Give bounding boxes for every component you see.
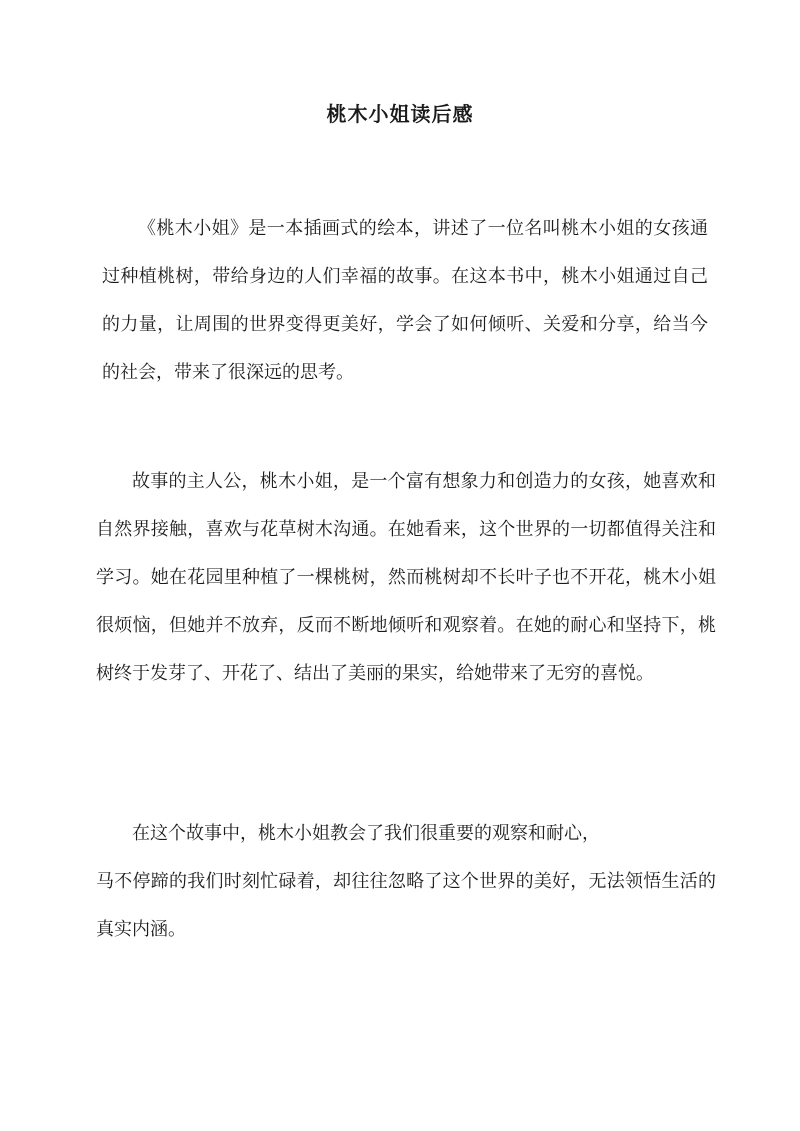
paragraph-1: 《桃木小姐》是一本插画式的绘本，讲述了一位名叫桃木小姐的女孩通过种植桃树，带给身边的人们幸福的故事。在这本书中，桃木小姐通过自己的力量，让周围的世界变得更美好，学会了如何倾听、关爱和分享，给当今的社会，带来了很深远的思考。	[102, 218, 708, 383]
paragraph-2: 故事的主人公，桃木小姐，是一个富有想象力和创造力的女孩，她喜欢和自然界接触，喜欢与花草树木沟通。在她看来，这个世界的一切都值得关注和学习。她在花园里种植了一棵桃树，然而桃树却不长叶子也不开花，桃木小姐很烦恼，但她并不放弃，反而不断地倾听和观察着。在她的耐心和坚持下，桃树终于发芽了、开花了、结出了美丽的果实，给她带来了无穷的喜悦。	[96, 471, 716, 684]
paragraph-3-line-2: 马不停蹄的我们时刻忙碌着，却往往忽略了这个世界的美好，无法领悟生活的真实内涵。	[96, 871, 716, 940]
document-title: 桃木小姐读后感	[326, 102, 474, 126]
paragraph-3-line-1: 在这个故事中，桃木小姐教会了我们很重要的观察和耐心，	[132, 823, 600, 844]
paragraph-3	[96, 810, 716, 954]
